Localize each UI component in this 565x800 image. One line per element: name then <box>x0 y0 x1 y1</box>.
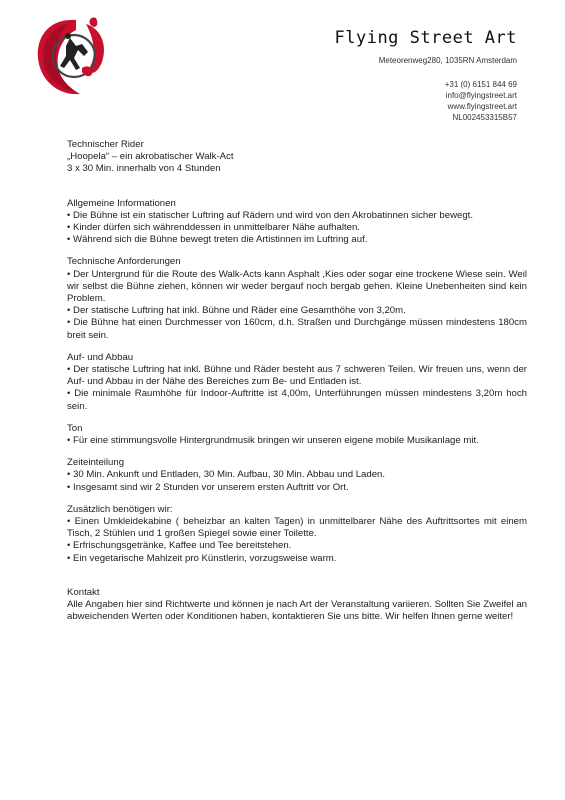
bullet-item: • Die Bühne hat einen Durchmesser von 160cm, d.h. Straßen und Durchgänge müssen mindestens 180cm breit sein. <box>67 317 527 341</box>
contact-paragraph: Alle Angaben hier sind Richtwerte und können je nach Art der Veranstaltung variieren. Sollten Sie Zweifel an abweichenden Werten oder Konditionen haben, kontaktieren Sie uns bitte. Wir helfen Ihnen gerne weiter! <box>67 599 527 623</box>
bullet-item: • Der statische Luftring hat inkl. Bühne und Räder eine Gesamthöhe von 3,20m. <box>67 305 406 317</box>
bullet-item: • Insgesamt sind wir 2 Stunden vor unserem ersten Auftritt vor Ort. <box>67 481 349 493</box>
aerial-acrobat-logo <box>30 14 112 100</box>
section-heading: Allgemeine Informationen <box>67 197 176 209</box>
section-setup <box>67 352 527 413</box>
section-heading: Zeiteinteilung <box>67 457 125 469</box>
company-vat-number: NL002453315B57 <box>452 113 517 122</box>
company-name: Flying Street Art <box>334 28 517 48</box>
company-phone[interactable]: +31 (0) 6151 844 69 <box>444 80 517 89</box>
doc-title: Technischer Rider <box>67 139 144 150</box>
bullet-item: • Die minimale Raumhöhe für Indoor-Auftritte ist 4,00m, Unterführungen müssen mindestens 3,20m hoch sein. <box>67 388 527 412</box>
section-heading: Kontakt <box>67 586 100 598</box>
section-heading: Zusätzlich benötigen wir: <box>67 503 173 515</box>
rider-document-body <box>67 139 527 624</box>
bullet-item: • Der statische Luftring hat inkl. Bühne und Räder besteht aus 7 schweren Teilen. Wir freuen uns, wenn der Auf- und Abbau in der Nähe des Bereiches zum Be- und Entladen ist. <box>67 364 527 388</box>
bullet-item: • Kinder dürfen sich währenddessen in unmittelbarer Nähe aufhalten. <box>67 222 360 234</box>
section-heading: Auf- und Abbau <box>67 351 134 363</box>
section-heading: Ton <box>67 422 83 434</box>
bullet-item: • Der Untergrund für die Route des Walk-Acts kann Asphalt ,Kies oder sogar eine trockene Wiese sein. Weil wir selbst die Bühne ziehen, können wir weder bergauf noch bergab gehen. Kleine Unebenheiten sind kein Problem. <box>67 268 527 305</box>
act-name: „Hoopela“ – ein akrobatischer Walk-Act <box>67 151 234 163</box>
act-duration: 3 x 30 Min. innerhalb von 4 Stunden <box>67 163 221 175</box>
section-heading: Technische Anforderungen <box>67 256 181 268</box>
section-technical <box>67 256 527 341</box>
bullet-item: • Für eine stimmungsvolle Hintergrundmusik bringen wir unseren eigene mobile Musikanlage mit. <box>67 435 479 447</box>
section-schedule <box>67 457 527 494</box>
company-address: Meteorenweg280, 1035RN Amsterdam <box>378 56 517 65</box>
bullet-item: • 30 Min. Ankunft und Entladen, 30 Min. Aufbau, 30 Min. Abbau und Laden. <box>67 469 386 481</box>
bullet-item: • Einen Umkleidekabine ( beheizbar an kalten Tagen) in unmittelbarer Nähe des Auftrittsortes mit einem Tisch, 2 Stühlen und 1 großen Spiegel sowie einer Toilette. <box>67 516 527 540</box>
bullet-item: • Die Bühne ist ein statischer Luftring auf Rädern und wird von den Akrobatinnen sicher bewegt. <box>67 209 474 221</box>
section-sound <box>67 423 527 447</box>
bullet-item: • Während sich die Bühne bewegt treten die Artistinnen im Luftring auf. <box>67 234 368 246</box>
company-email[interactable]: info@flyingstreet.art <box>445 91 517 100</box>
bullet-item: • Ein vegetarische Mahlzeit pro Künstlerin, vorzugsweise warm. <box>67 552 337 564</box>
section-extras <box>67 504 527 565</box>
bullet-item: • Erfrischungsgetränke, Kaffee und Tee bereitstehen. <box>67 540 292 552</box>
company-website[interactable]: www.flyingstreet.art <box>447 102 517 111</box>
section-contact <box>67 587 527 624</box>
section-general <box>67 198 527 247</box>
